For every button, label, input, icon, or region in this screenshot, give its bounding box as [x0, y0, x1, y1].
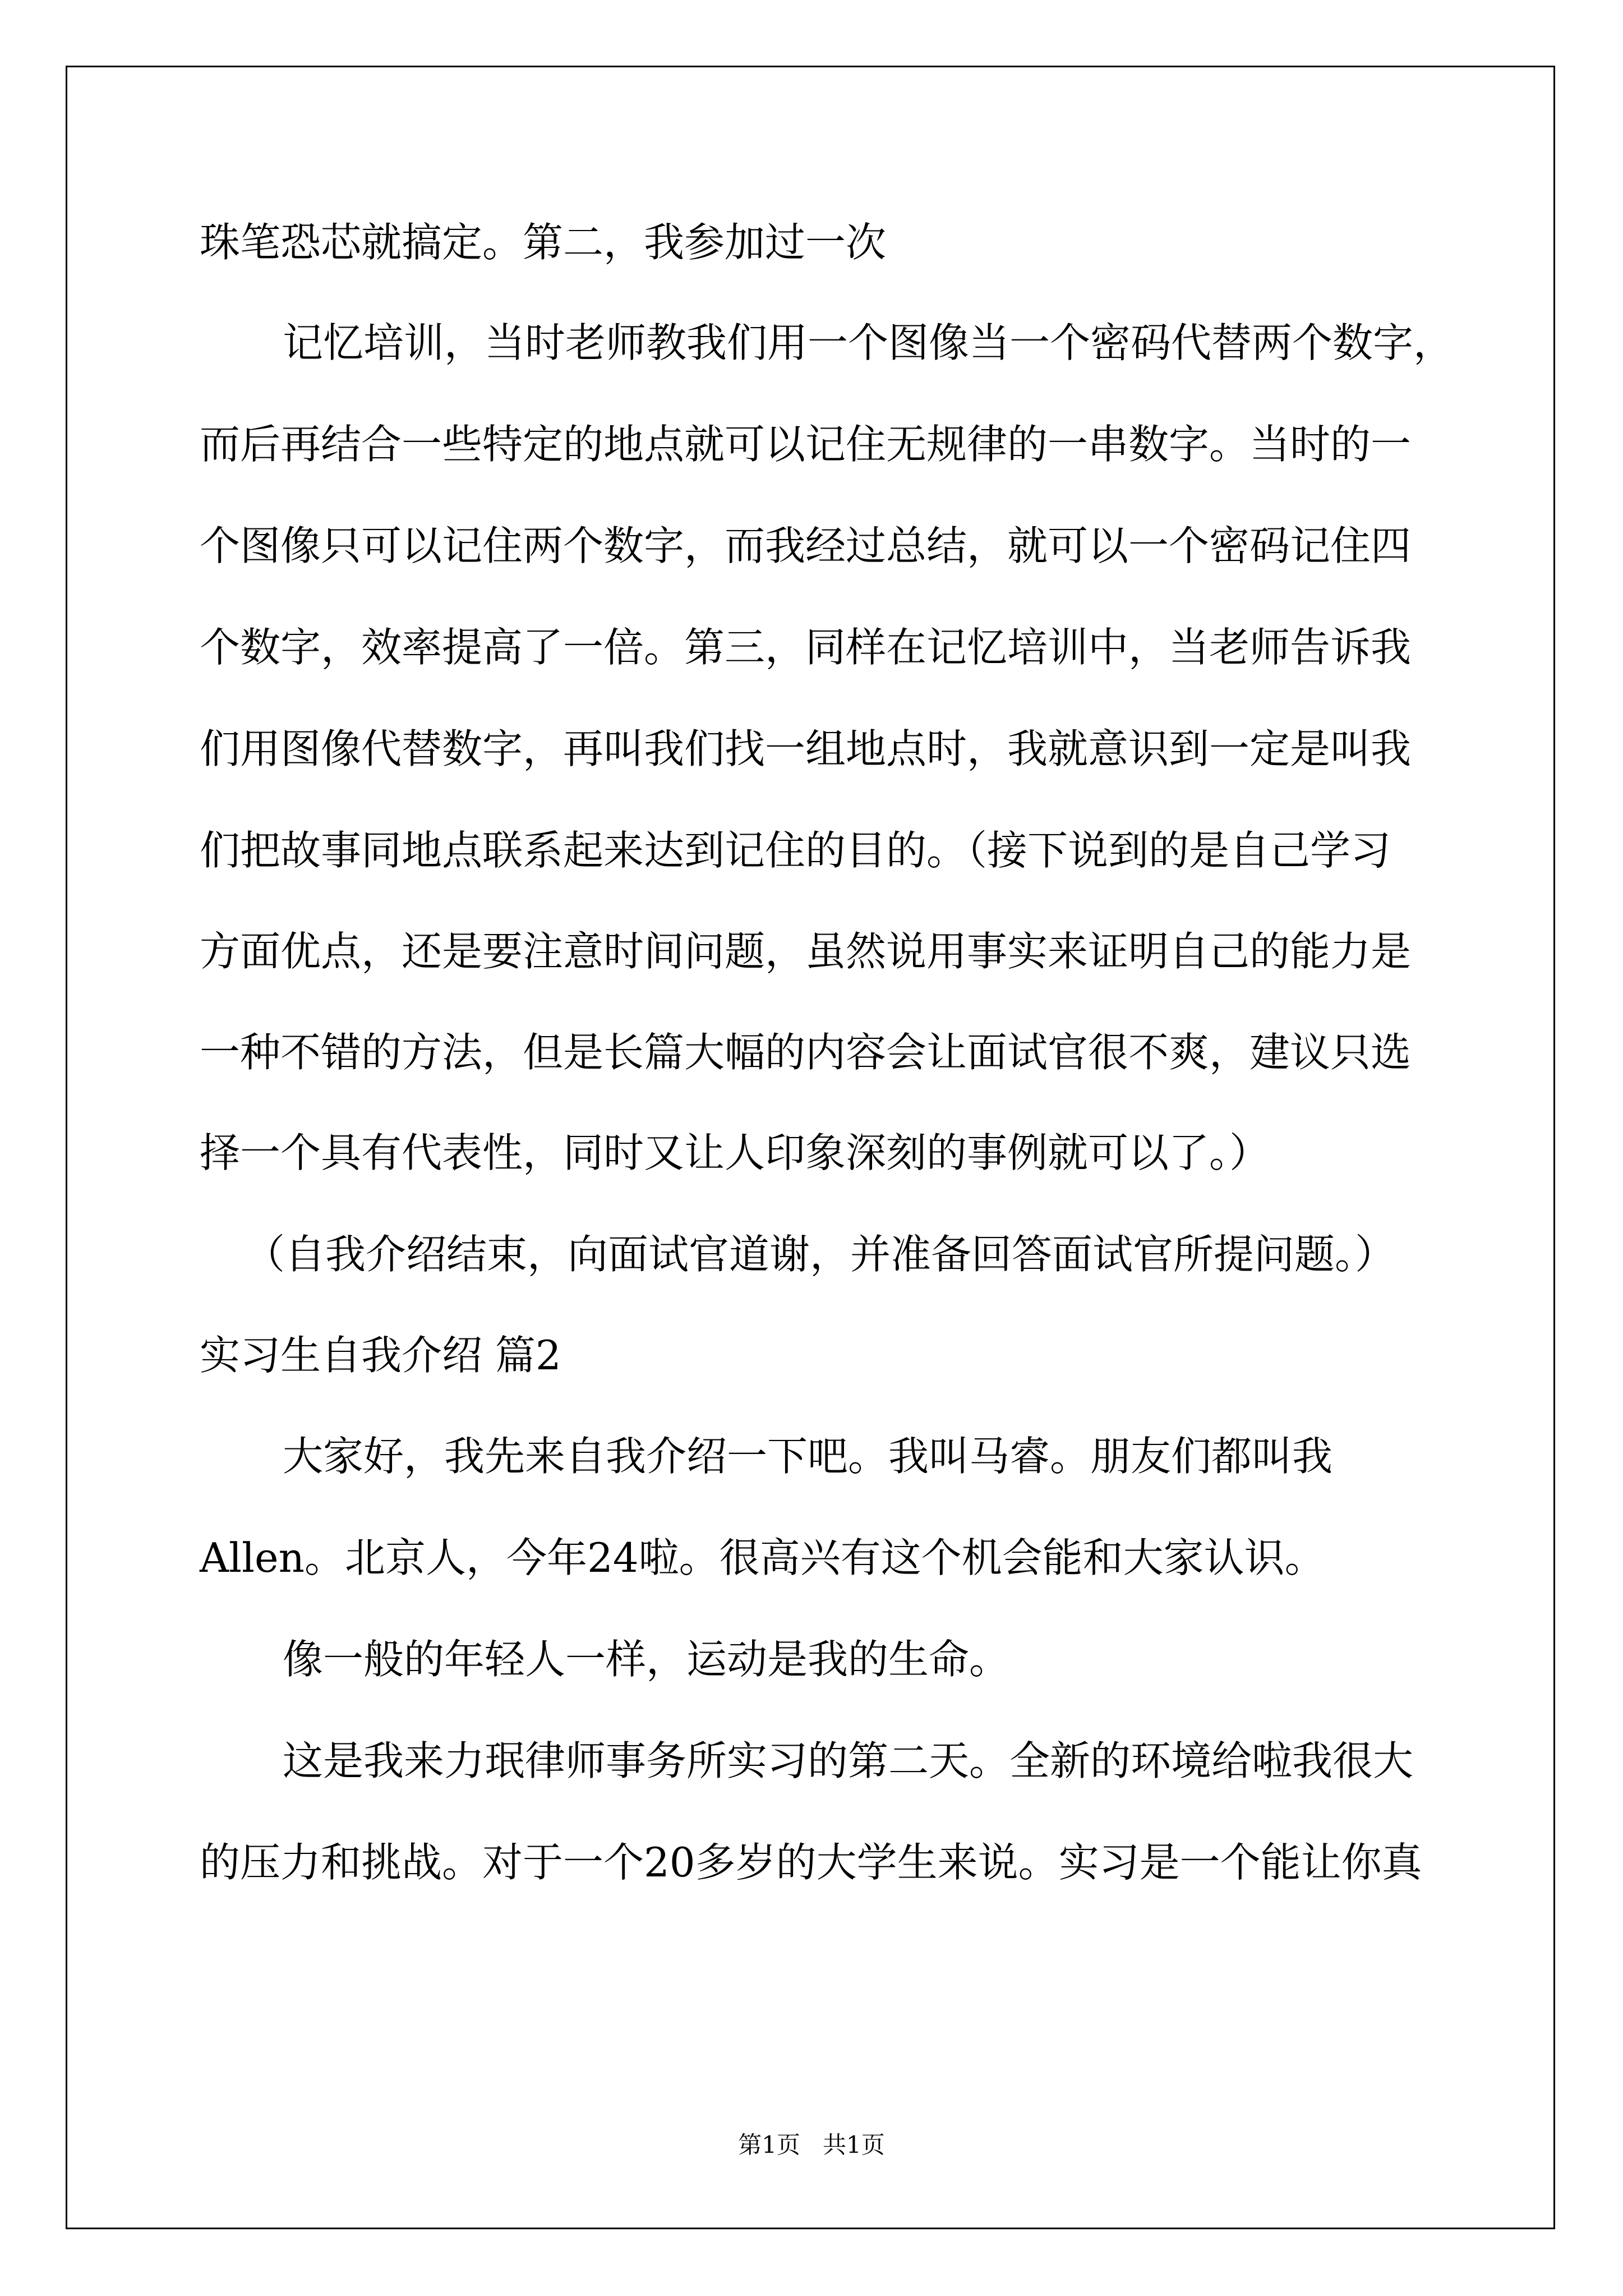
text-line: 方面优点，还是要注意时间问题，虽然说用事实来证明自己的能力是: [200, 928, 1412, 975]
text-line: 大家好，我先来自我介绍一下吧。我叫马睿。朋友们都叫我: [283, 1433, 1333, 1480]
text-line: 记忆培训，当时老师教我们用一个图像当一个密码代替两个数字，: [283, 319, 1454, 366]
text-line: 一种不错的方法，但是长篇大幅的内容会让面试官很不爽，建议只选: [200, 1029, 1412, 1076]
text-line: 这是我来力珉律师事务所实习的第二天。全新的环境给啦我很大: [283, 1737, 1414, 1784]
text-line: 珠笔恐芯就搞定。第二，我参加过一次: [200, 219, 887, 266]
text-line: 而后再结合一些特定的地点就可以记住无规律的一串数字。当时的一: [200, 421, 1412, 468]
text-line: 像一般的年轻人一样，运动是我的生命。: [283, 1636, 1010, 1683]
page-footer: 第1页 共1页: [738, 2131, 885, 2159]
text-line: 个图像只可以记住两个数字，而我经过总结，就可以一个密码记住四: [200, 522, 1412, 569]
text-line: 们用图像代替数字，再叫我们找一组地点时，我就意识到一定是叫我: [200, 725, 1412, 772]
section-heading: 实习生自我介绍 篇2: [200, 1332, 561, 1379]
text-line: 们把故事同地点联系起来达到记住的目的。（接下说到的是自己学习: [200, 827, 1391, 874]
text-line: Allen。北京人，今年24啦。很高兴有这个机会能和大家认识。: [200, 1534, 1325, 1581]
text-line: 择一个具有代表性，同时又让人印象深刻的事例就可以了。）: [200, 1129, 1270, 1176]
text-line: （自我介绍结束，向面试官道谢，并准备回答面试官所提问题。）: [245, 1231, 1396, 1278]
text-line: 个数字，效率提高了一倍。第三，同样在记忆培训中，当老师告诉我: [200, 624, 1412, 671]
text-line: 的压力和挑战。对于一个20多岁的大学生来说。实习是一个能让你真: [200, 1839, 1422, 1886]
